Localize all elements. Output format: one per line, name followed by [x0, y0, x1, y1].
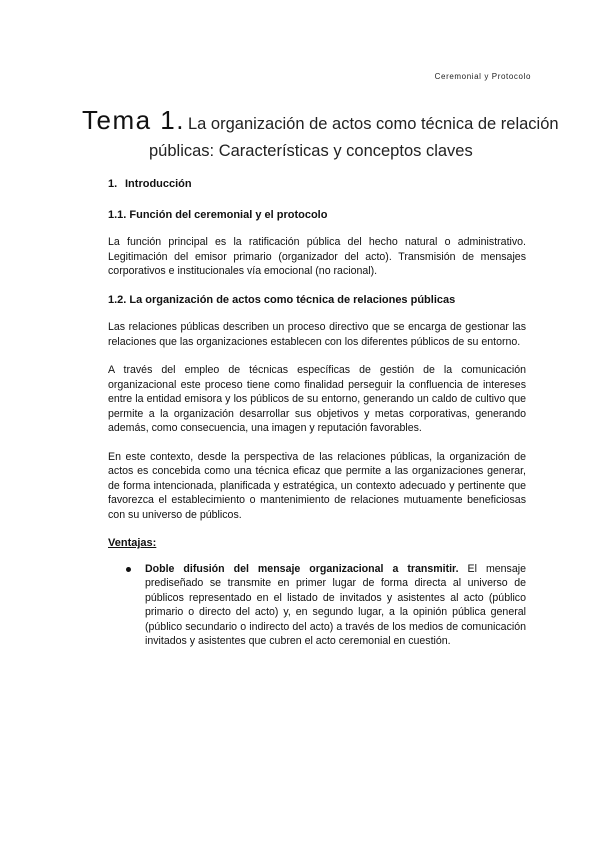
- document-body: [108, 177, 526, 649]
- subsection-heading-1-1: 1.1. Función del ceremonial y el protocolo: [108, 208, 328, 221]
- title-label: Tema 1.: [82, 105, 185, 135]
- section-title: Introducción: [125, 178, 192, 190]
- title-text-line2: públicas: Características y conceptos claves: [149, 142, 473, 160]
- section-heading-introduccion: [108, 177, 526, 192]
- list-item-text: El mensaje prediseñado se transmite en primer lugar de forma directa al universo de públicos representado en el listado de invitados y asistentes al acto (público primario o directo del acto) y, en segundo lugar, a la opinión pública general (público secundario o indirecto del acto) a través de los medios de comunicación invitados y asistentes que cubren el acto ceremonial en cuestión.: [145, 562, 526, 647]
- ventajas-list: [108, 562, 526, 649]
- bullet-icon: [126, 567, 131, 572]
- document-title: [82, 103, 559, 162]
- subsection-heading-1-2: 1.2. La organización de actos como técnica de relaciones públicas: [108, 293, 456, 306]
- running-header: Ceremonial y Protocolo: [434, 72, 531, 81]
- paragraph-1-2-a: Las relaciones públicas describen un proceso directivo que se encarga de gestionar las relaciones que las organizaciones establecen con los diferentes públicos de su entorno.: [108, 321, 526, 348]
- list-item: [108, 562, 526, 649]
- list-item-lead: Doble difusión del mensaje organizacional a transmitir.: [145, 562, 459, 575]
- title-text-line1: La organización de actos como técnica de relación: [188, 115, 559, 133]
- paragraph-1-2-c: En este contexto, desde la perspectiva de las relaciones públicas, la organización de actos es concebida como una técnica eficaz que permite a las organizaciones generar, de forma intencionada, planificada y estratégica, un contexto adecuado y pertinente que favorezca el establecimiento o mantenimiento de relaciones mutuamente beneficiosas con su universo de públicos.: [108, 450, 526, 521]
- paragraph-1-2-b: A través del empleo de técnicas específicas de gestión de la comunicación organizacional este proceso tiene como finalidad perseguir la confluencia de intereses entre la entidad emisora y los públicos de su entorno, generando un caldo de cultivo que permite a la organización desarrollar sus objetivos y metas corporativas, generando además, como consecuencia, una imagen y reputación favorables.: [108, 364, 526, 434]
- ventajas-heading: Ventajas:: [108, 537, 157, 549]
- section-number: 1.: [108, 178, 118, 190]
- paragraph-1-1: La función principal es la ratificación pública del hecho natural o administrativo. Legitimación del emisor primario (organizador del acto). Transmisión de mensajes corporativos e institucionales vía emocional (no racional).: [108, 236, 526, 277]
